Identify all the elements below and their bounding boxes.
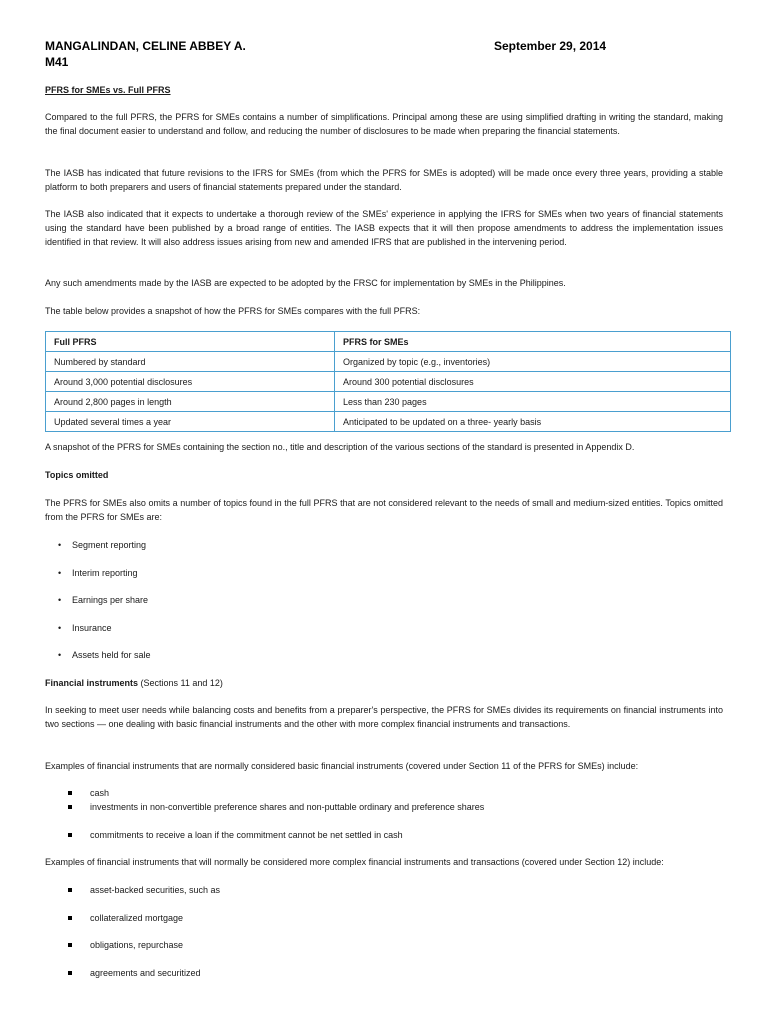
bullet-icon: • xyxy=(58,595,62,605)
table-cell: Around 300 potential disclosures xyxy=(335,372,731,392)
list-item: cash xyxy=(68,786,484,800)
table-row xyxy=(46,392,731,412)
paragraph-revisions: The IASB has indicated that future revisions to the IFRS for SMEs (from which the PFRS for SMEs is adopted) will be made once every three years, providing a stable platform to both preparers and users of financial statements prepared under the standard. xyxy=(45,168,723,192)
table-row xyxy=(46,372,731,392)
list-item: asset-backed securities, such as xyxy=(68,883,220,897)
paragraph-amendments: Any such amendments made by the IASB are expected to be adopted by the FRSC for implementation by SMEs in the Philippines. xyxy=(45,278,566,288)
financial-instruments-intro: In seeking to meet user needs while balancing costs and benefits from a preparer's perspective, the PFRS for SMEs divides its requirements on financial instruments into two sections — one dealing with basic financial instruments and the other with more complex financial instruments and transactions. xyxy=(45,705,723,729)
comparison-table xyxy=(45,331,731,432)
list-item: • Assets held for sale xyxy=(58,650,151,660)
square-bullet-icon xyxy=(68,916,72,920)
document-title: PFRS for SMEs vs. Full PFRS xyxy=(45,85,171,95)
list-item: • Insurance xyxy=(58,623,112,633)
complex-instruments-list xyxy=(68,883,220,980)
square-bullet-icon xyxy=(68,888,72,892)
table-header-full-pfrs: Full PFRS xyxy=(46,332,335,352)
paragraph-table-intro: The table below provides a snapshot of how the PFRS for SMEs compares with the full PFRS: xyxy=(45,306,421,316)
document-date: September 29, 2014 xyxy=(494,39,607,53)
student-name: MANGALINDAN, CELINE ABBEY A. xyxy=(45,39,246,53)
list-item: • Earnings per share xyxy=(58,595,149,605)
financial-instruments-heading: Financial instruments (Sections 11 and 12) xyxy=(45,678,223,688)
topics-omitted-intro: The PFRS for SMEs also omits a number of topics found in the full PFRS that are not considered relevant to the needs of small and medium-sized entities. Topics omitted from the PFRS for SMEs are: xyxy=(45,498,723,522)
square-bullet-icon xyxy=(68,971,72,975)
table-row xyxy=(46,412,731,432)
topics-omitted-heading: Topics omitted xyxy=(45,470,109,480)
topics-omitted-list xyxy=(58,538,151,662)
appendix-note: A snapshot of the PFRS for SMEs containing the section no., title and description of the various sections of the standard is presented in Appendix D. xyxy=(45,442,635,452)
table-cell: Numbered by standard xyxy=(46,352,335,372)
list-item: obligations, repurchase xyxy=(68,938,220,952)
table-cell: Around 3,000 potential disclosures xyxy=(46,372,335,392)
paragraph-review: The IASB also indicated that it expects to undertake a thorough review of the SMEs' experience in applying the IFRS for SMEs when two years of financial statements using the standard have been published by a broad range of entities. The IASB expects that it will then propose amendments to address the implementation issues identified in that review. It will also address issues arising from new and amended IFRS that are published in the intervening period. xyxy=(45,209,723,247)
basic-instruments-intro: Examples of financial instruments that are normally considered basic financial instruments (covered under Section 11 of the PFRS for SMEs) include: xyxy=(45,761,639,771)
complex-instruments-intro: Examples of financial instruments that will normally be considered more complex financial instruments and transactions (covered under Section 12) include: xyxy=(45,857,664,867)
table-cell: Around 2,800 pages in length xyxy=(46,392,335,412)
list-item: investments in non-convertible preference shares and non-puttable ordinary and preference shares xyxy=(68,800,484,814)
bullet-icon: • xyxy=(58,540,62,550)
table-cell: Less than 230 pages xyxy=(335,392,731,412)
list-item: • Interim reporting xyxy=(58,568,138,578)
table-cell: Updated several times a year xyxy=(46,412,335,432)
bullet-icon: • xyxy=(58,568,62,578)
table-cell: Organized by topic (e.g., inventories) xyxy=(335,352,731,372)
table-header-row xyxy=(46,332,731,352)
basic-instruments-list xyxy=(68,786,484,842)
list-item: • Segment reporting xyxy=(58,540,147,550)
bullet-icon: • xyxy=(58,650,62,660)
table-header-pfrs-smes: PFRS for SMEs xyxy=(335,332,731,352)
square-bullet-icon xyxy=(68,833,72,837)
list-item: commitments to receive a loan if the commitment cannot be net settled in cash xyxy=(68,828,484,842)
square-bullet-icon xyxy=(68,791,72,795)
list-item: collateralized mortgage xyxy=(68,911,220,925)
square-bullet-icon xyxy=(68,943,72,947)
table-cell: Anticipated to be updated on a three- yearly basis xyxy=(335,412,731,432)
bullet-icon: • xyxy=(58,623,62,633)
list-item: agreements and securitized xyxy=(68,966,220,980)
paragraph-simplifications: Compared to the full PFRS, the PFRS for SMEs contains a number of simplifications. Principal among these are using simplified drafting in writing the standard, making the final document easier to understand and follow, and reducing the number of disclosures to be made when preparing the financial statements. xyxy=(45,112,723,136)
table-row xyxy=(46,352,731,372)
section-code: M41 xyxy=(45,55,69,69)
square-bullet-icon xyxy=(68,805,72,809)
